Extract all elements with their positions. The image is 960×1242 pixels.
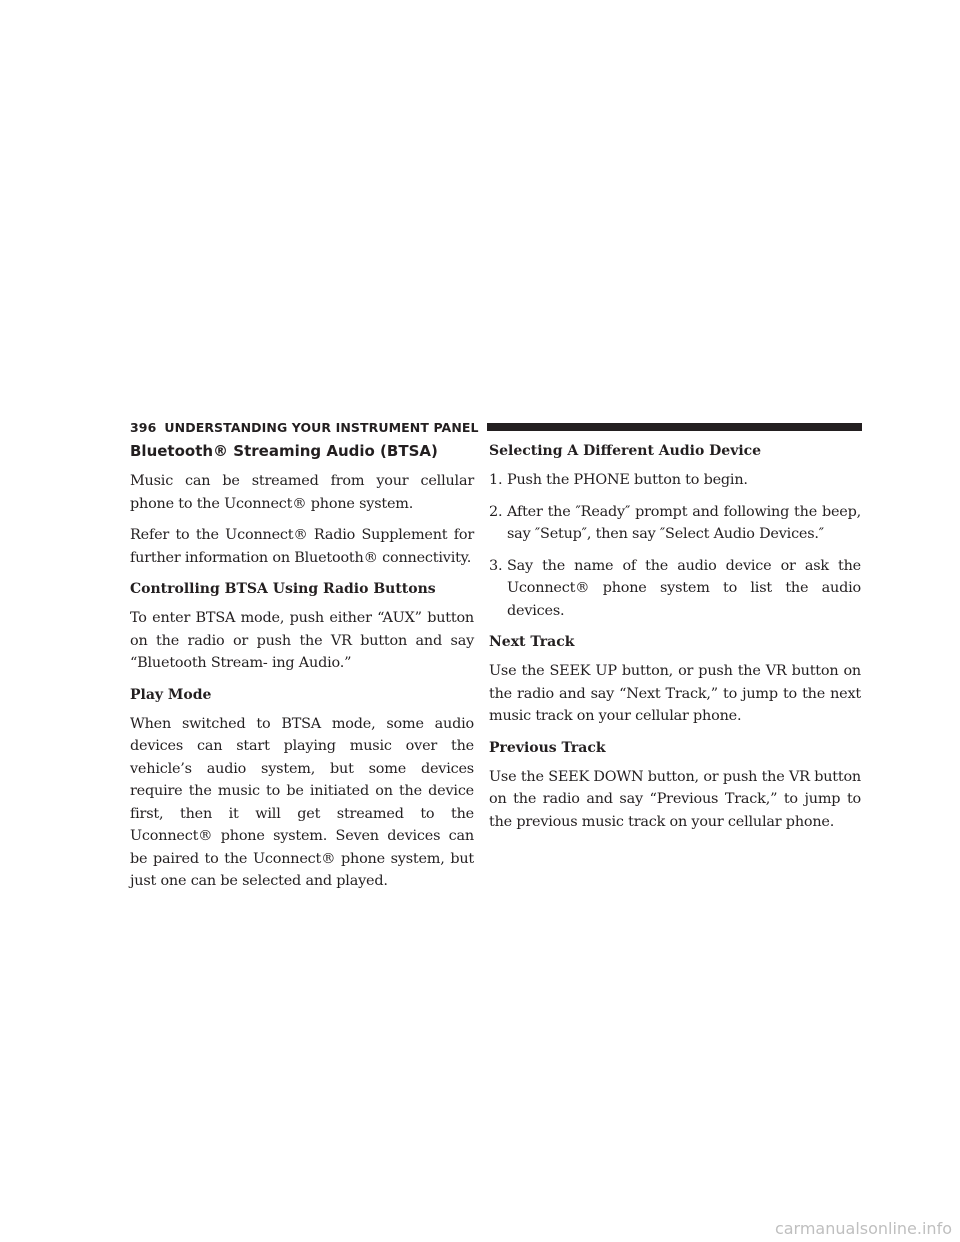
previous-track-heading: Previous Track [489,739,606,756]
list-item [489,501,861,546]
selecting-device-heading: Selecting A Different Audio Device [489,443,762,459]
list-item [489,555,861,623]
footer-watermark: carmanualsonline.info [774,1219,952,1238]
selecting-device-steps [489,469,861,622]
btsa-title: Bluetooth® Streaming Audio (BTSA) [130,442,438,460]
page-number: 396 [130,419,157,435]
step-text: Push the PHONE button to begin. [507,472,748,488]
controlling-btsa-paragraph: To enter BTSA mode, push either “AUX” button on the radio or push the VR button and say “Bluetooth Stream- ing Audio.” [130,610,474,671]
section-title: UNDERSTANDING YOUR INSTRUMENT PANEL [164,419,479,435]
step-number: 1. [489,472,503,488]
btsa-intro-paragraph: Music can be streamed from your cellular phone to the Uconnect® phone system. [130,473,474,512]
step-number: 3. [489,557,503,574]
page-header [130,418,862,436]
step-number: 2. [489,503,503,520]
header-rule [487,423,862,431]
step-text: After the ″Ready″ prompt and following the beep, say ″Setup″, then say ″Select Audio Devices.″ [507,503,861,542]
btsa-refer-paragraph: Refer to the Uconnect® Radio Supplement for further information on Bluetooth® connectivity. [130,527,474,566]
next-track-paragraph: Use the SEEK UP button, or push the VR button on the radio and say “Next Track,” to jump to the next music track on your cellular phone. [489,663,861,724]
next-track-heading: Next Track [489,634,575,650]
play-mode-paragraph: When switched to BTSA mode, some audio devices can start playing music over the vehicle’s audio system, but some devices require the music to be initiated on the device first, then it will get streamed to the Uconnect® phone system. Seven devices can be paired to the Uconnect® phone system, but just one can be selected and played. [130,715,474,889]
controlling-btsa-heading: Controlling BTSA Using Radio Buttons [130,581,436,597]
previous-track-paragraph: Use the SEEK DOWN button, or push the VR button on the radio and say “Previous Track,” to jump to the previous music track on your cellular phone. [489,768,861,830]
right-column [489,440,861,842]
play-mode-heading: Play Mode [130,686,212,703]
left-column [130,440,474,902]
list-item [489,469,861,492]
step-text: Say the name of the audio device or ask the Uconnect® phone system to list the audio devices. [507,557,861,619]
